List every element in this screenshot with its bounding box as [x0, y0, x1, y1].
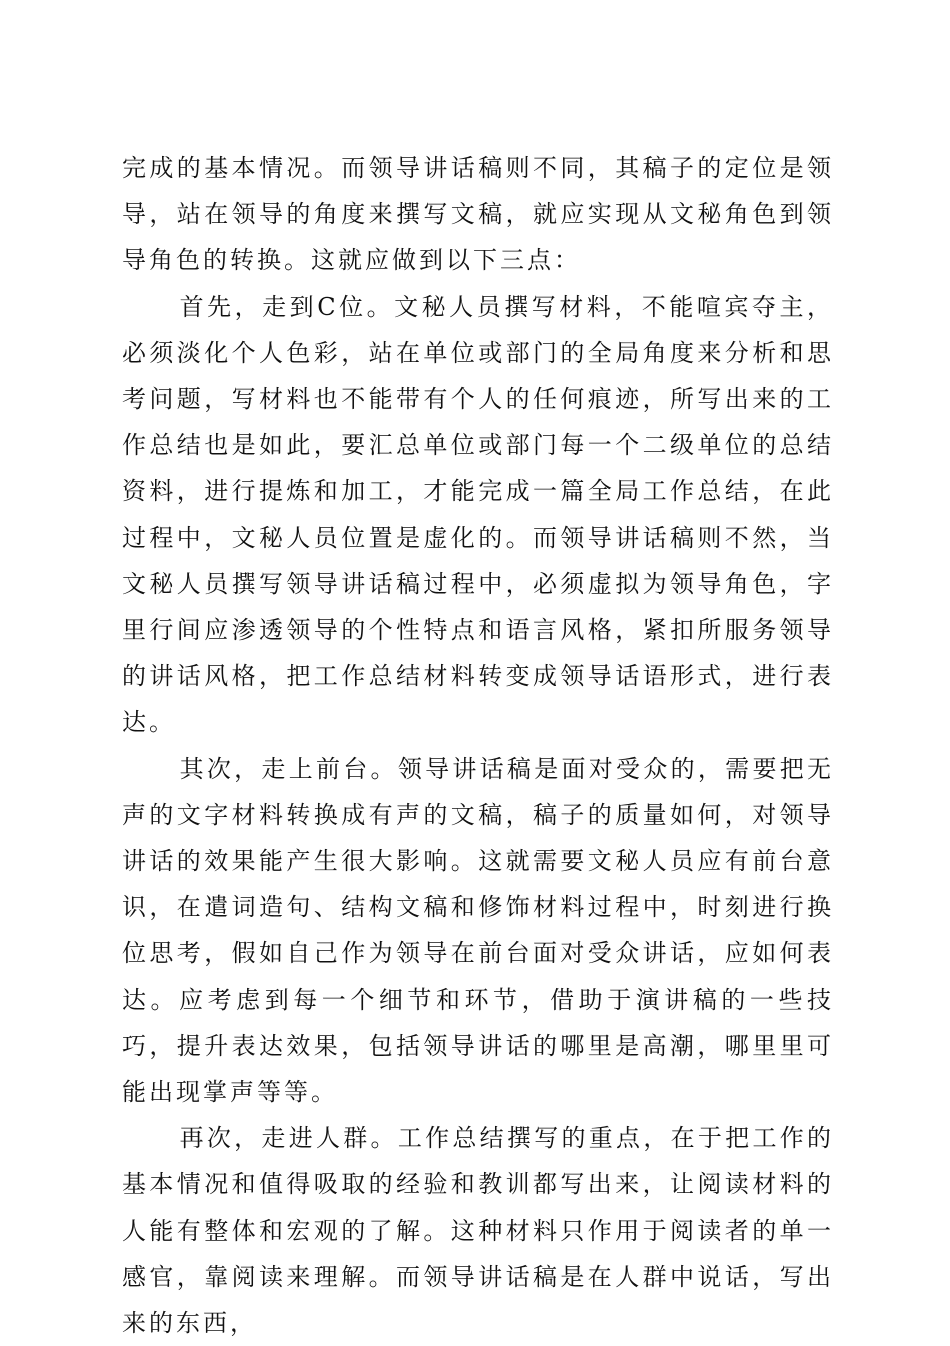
- paragraph-third-point: 再次，走进人群。工作总结撰写的重点，在于把工作的基本情况和值得吸取的经验和教训都写出来，让阅读材料的人能有整体和宏观的了解。这种材料只作用于阅读者的单一感官，靠阅读来理解。而领导讲话稿是在人群中说话，写出来的东西，: [122, 1124, 834, 1338]
- paragraph-first-point: 首先，走到C位。文秘人员撰写材料，不能喧宾夺主，必须淡化个人色彩，站在单位或部门的全局角度来分析和思考问题，写材料也不能带有个人的任何痕迹，所写出来的工作总结也是如此，要汇总单位或部门每一个二级单位的总结资料，进行提炼和加工，才能完成一篇全局工作总结，在此过程中，文秘人员位置是虚化的。而领导讲话稿则不然，当文秘人员撰写领导讲话稿过程中，必须虚拟为领导角色，字里行间应渗透领导的个性特点和语言风格，紧扣所服务领导的讲话风格，把工作总结材料转变成领导话语形式，进行表达。: [122, 292, 834, 737]
- paragraph-second-point: 其次，走上前台。领导讲话稿是面对受众的，需要把无声的文字材料转换成有声的文稿，稿子的质量如何，对领导讲话的效果能产生很大影响。这就需要文秘人员应有前台意识，在遣词造句、结构文稿和修饰材料过程中，时刻进行换位思考，假如自己作为领导在前台面对受众讲话，应如何表达。应考虑到每一个细节和环节，借助于演讲稿的一些技巧，提升表达效果，包括领导讲话的哪里是高潮，哪里里可能出现掌声等等。: [122, 754, 834, 1107]
- paragraph-continuation: 完成的基本情况。而领导讲话稿则不同，其稿子的定位是领导，站在领导的角度来撰写文稿，就应实现从文秘角色到领导角色的转换。这就应做到以下三点：: [122, 154, 834, 275]
- document-body: [122, 145, 834, 1346]
